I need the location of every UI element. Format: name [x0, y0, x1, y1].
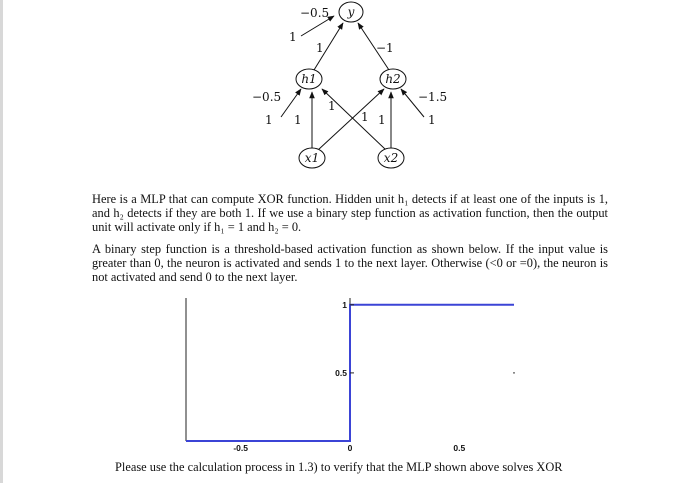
step-function-paragraph: A binary step function is a threshold-based activation function as shown below. If the input value is greater than 0, the neuron is activated and sends 1 to the next layer. Otherwise (<0 or =0), the neuron is not activated and send 0 to the next layer.: [92, 242, 608, 284]
weight-x1-h1: 1: [294, 113, 302, 127]
y-tick-label: 0.5: [335, 367, 347, 378]
weight-h1-y: 1: [316, 41, 324, 55]
x-tick-label: -0.5: [233, 443, 248, 453]
node-x1-label: x1: [304, 151, 320, 165]
node-h1-label: h1: [301, 72, 317, 86]
node-x2-label: x2: [383, 151, 399, 165]
output-bias-label: −0.5: [300, 6, 330, 20]
weight-x1-h2: 1: [328, 99, 336, 113]
weight-h2-y: −1: [376, 41, 394, 55]
x-tick-label: 0: [347, 443, 353, 453]
binary-step-chart: [0, 295, 700, 457]
node-y-label: y: [347, 5, 355, 19]
node-h2-label: h2: [385, 72, 401, 86]
h2-bias-input-label: 1: [428, 113, 436, 127]
output-bias-input-label: 1: [289, 30, 297, 44]
h2-bias-label: −1.5: [418, 90, 448, 104]
h1-bias-input-label: 1: [265, 113, 273, 127]
question-text: Please use the calculation process in 1.3) to verify that the MLP shown above solves XOR: [115, 460, 563, 474]
h1-bias-label: −0.5: [252, 90, 282, 104]
weight-x2-h2: 1: [378, 113, 386, 127]
xor-explanation-paragraph: Here is a MLP that can compute XOR function. Hidden unit h₁ detects if at least one of the inputs is 1, and h₂ detects if they are both 1. If we use a binary step function as activation function, then the output unit will activate only if h₁ = 1 and h₂ = 0.: [92, 192, 608, 234]
y-tick-label: 1: [342, 299, 347, 310]
weight-x2-h1: 1: [361, 110, 369, 124]
x-tick-label: 0.5: [453, 443, 466, 453]
mlp-network-diagram: [0, 0, 700, 180]
right-dot: [513, 372, 515, 374]
